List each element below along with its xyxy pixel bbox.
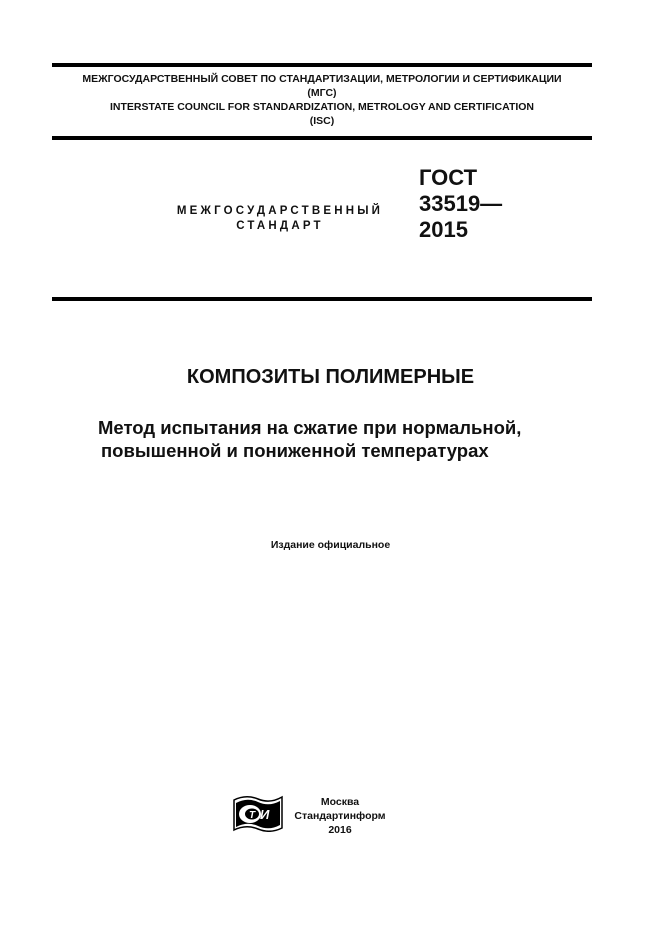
- subtitle-line2: повышенной и пониженной температурах: [101, 440, 489, 461]
- gost-year: 2015: [419, 217, 468, 242]
- header-bottom-rule: [52, 136, 592, 140]
- publisher-city: Москва: [320, 796, 360, 808]
- council-en-abbr: (ISC): [309, 115, 335, 127]
- svg-text:Т: Т: [249, 810, 256, 821]
- council-ru: [52, 72, 592, 100]
- publisher-block: [290, 795, 390, 837]
- standard-type-line1: МЕЖГОСУДАРСТВЕННЫЙ: [176, 205, 384, 217]
- edition-label: Издание официальное: [270, 539, 391, 551]
- designation-rule: [52, 297, 592, 301]
- council-ru-abbr: (МГС): [307, 87, 337, 99]
- gost-designation: [419, 165, 502, 243]
- council-en: [52, 100, 592, 128]
- gost-number: 33519—: [419, 191, 503, 216]
- gost-prefix: ГОСТ: [419, 165, 478, 190]
- subtitle-line1: Метод испытания на сжатие при нормальной,: [98, 417, 522, 438]
- document-title: КОМПОЗИТЫ ПОЛИМЕРНЫЕ: [186, 366, 475, 388]
- standartinform-logo-icon: [232, 794, 284, 832]
- publisher-name: Стандартинформ: [294, 810, 386, 822]
- publication-year: 2016: [328, 824, 352, 836]
- document-subtitle: [98, 416, 521, 462]
- council-en-name: INTERSTATE COUNCIL FOR STANDARDIZATION, METROLOGY AND CERTIFICATION: [109, 101, 535, 113]
- standard-type-line2: СТАНДАРТ: [236, 220, 324, 232]
- council-ru-name: МЕЖГОСУДАРСТВЕННЫЙ СОВЕТ ПО СТАНДАРТИЗАЦИИ, МЕТРОЛОГИИ И СЕРТИФИКАЦИИ: [82, 73, 562, 85]
- svg-text:И: И: [260, 807, 270, 822]
- top-rule: [52, 63, 592, 67]
- standard-type-label: [150, 204, 410, 234]
